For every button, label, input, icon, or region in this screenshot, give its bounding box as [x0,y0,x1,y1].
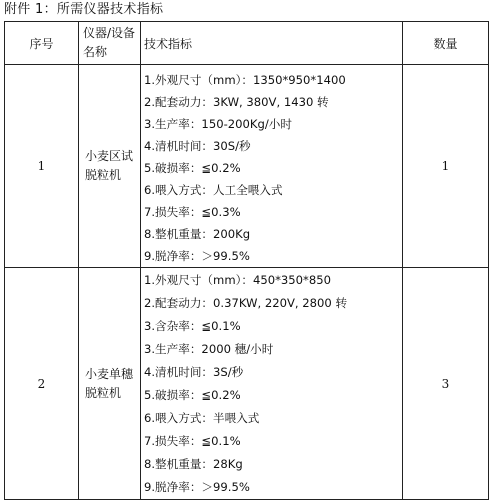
spec-item: 3.含杂率：≦0.1% [144,319,241,333]
spec-item: 2.配套动力：3KW, 380V, 1430 转 [144,95,329,109]
spec-list [144,65,402,267]
row-quantity: 3 [403,268,489,500]
header-index: 序号 [5,22,79,65]
spec-item: 9.脱净率：＞99.5% [144,480,250,494]
spec-item: 3.生产率：2000 穗/小时 [144,342,274,356]
table-row [5,268,489,500]
spec-item: 4.清机时间：3S/秒 [144,365,244,379]
table-row [5,65,489,268]
row-equipment-name: 小麦单穗脱粒机 [79,268,141,500]
row-spec-cell [141,65,403,268]
row-quantity: 1 [403,65,489,268]
header-technical-specs: 技术指标 [141,22,403,65]
spec-item: 5.破损率：≦0.2% [144,388,241,402]
row-spec-cell [141,268,403,500]
spec-item: 4.清机时间：30S/秒 [144,139,251,153]
spec-item: 5.破损率：≦0.2% [144,161,241,175]
spec-item: 1.外观尺寸（mm）：450*350*850 [144,273,331,287]
spec-item: 8.整机重量：200Kg [144,227,251,241]
spec-list [144,268,402,499]
equipment-spec-table [4,21,489,500]
spec-item: 6.喂入方式：人工全喂入式 [144,183,283,197]
spec-item: 8.整机重量：28Kg [144,457,243,471]
spec-item: 7.损失率：≦0.1% [144,434,241,448]
row-equipment-name: 小麦区试脱粒机 [79,65,141,268]
spec-item: 9.脱净率：＞99.5% [144,249,250,263]
header-quantity: 数量 [403,22,489,65]
spec-item: 2.配套动力：0.37KW, 220V, 2800 转 [144,296,348,310]
spec-item: 7.损失率：≦0.3% [144,205,241,219]
spec-item: 3.生产率：150-200Kg/小时 [144,117,292,131]
spec-item: 6.喂入方式：半喂入式 [144,411,260,425]
row-index: 2 [5,268,79,500]
document-caption: 附件 1：所需仪器技术指标 [4,2,164,17]
row-index: 1 [5,65,79,268]
header-equipment-name: 仪器/设备名称 [79,22,141,65]
table-header-row [5,22,489,65]
spec-item: 1.外观尺寸（mm）：1350*950*1400 [144,73,346,87]
